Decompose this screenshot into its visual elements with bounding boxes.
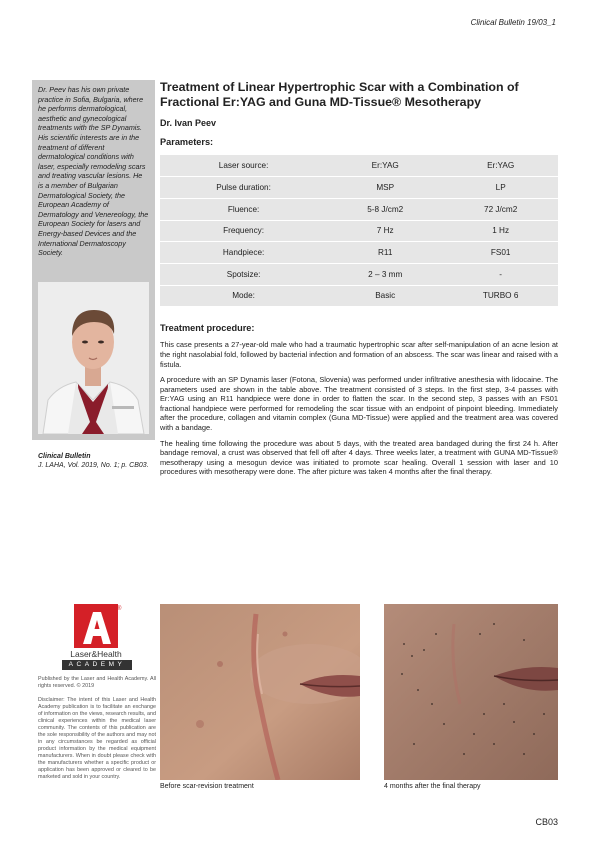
before-photo	[160, 604, 360, 780]
param-value: MSP	[327, 177, 443, 199]
logo-mark-icon	[72, 604, 122, 648]
param-label: Frequency:	[160, 220, 327, 242]
parameters-table	[160, 155, 558, 307]
author-bio: Dr. Peev has his own private practice in Sofia, Bulgaria, where he performs dermatological, aesthetic and gynecological treatments with the SP Dynamis. His scientific interests are in the treatment of different dermatological conditions with laser, especially remodeling scars and treating vascular lesions. He is a member of Bulgarian Dermatological Society, the European Academy of Dermatology and Venereology, the European Society for lasers and Energy-based Devices and the International Dermatoscopy Society.	[38, 85, 149, 258]
page-code: CB03	[535, 817, 558, 827]
table-row	[160, 177, 558, 199]
param-label: Fluence:	[160, 198, 327, 220]
param-value: TURBO 6	[443, 285, 558, 307]
table-row	[160, 242, 558, 264]
article-author: Dr. Ivan Peev	[160, 118, 217, 128]
table-row	[160, 220, 558, 242]
param-value: 5-8 J/cm2	[327, 198, 443, 220]
table-row	[160, 198, 558, 220]
citation	[38, 453, 158, 469]
param-value: 7 Hz	[327, 220, 443, 242]
param-value: Er:YAG	[327, 155, 443, 177]
parameters-heading: Parameters:	[160, 137, 214, 147]
param-value: Basic	[327, 285, 443, 307]
param-value: 72 J/cm2	[443, 198, 558, 220]
body-paragraph: The healing time following the procedure was about 5 days, with the treated area bandaged during the first 24 h. After bandage removal, a crust was observed that fell off after 4 days. Three weeks later, a treatment with GUNA MD-Tissue® mesotherapy using a mesogun device was initiated to promote scar healing. Overall 1 session with laser and 10 procedures with mesotherapy were done. The after picture was taken 4 months after the final therapy.	[160, 438, 558, 477]
after-caption: 4 months after the final therapy	[384, 783, 481, 790]
param-label: Laser source:	[160, 155, 327, 177]
disclaimer: Disclaimer: The intent of this Laser and Health Academy publication is to facilitate an exchange of information on the views, research results, and clinical experiences within the medical laser community. The contents of this publication are the sole responsibility of the authors and may not in any circumstances be regarded as official product information by the medical equipment manufacturers. When in doubt please check with the manufacturers whether a specific product or application has been approved or cleared to be marketed and sold in your country.	[38, 697, 156, 780]
table-row	[160, 155, 558, 177]
procedure-heading: Treatment procedure:	[160, 323, 255, 334]
param-value: Er:YAG	[443, 155, 558, 177]
table-row	[160, 263, 558, 285]
logo-name: Laser&Health	[70, 649, 122, 659]
param-value: -	[443, 263, 558, 285]
body-paragraph: A procedure with an SP Dynamis laser (Fotona, Slovenia) was performed under infiltrative anesthesia with lidocaine. The parameters used are shown in the table above. The treatment consisted of 3 steps. In the first step, 3-4 passes with Er:YAG using an R11 handpiece were done in order to flatten the scar. In the second step, 3 passes with an FS01 fractional handpiece were performed for remodeling the scar tissue with an endpoint of pinpoint bleeding. Immediately after the procedure, collagen and vitamin complex (Guna MD-Tissue) were applied and the treatment area was covered with a bandage.	[160, 375, 558, 433]
author-bio-box	[32, 80, 155, 440]
param-label: Handpiece:	[160, 242, 327, 264]
param-value: 2 – 3 mm	[327, 263, 443, 285]
laser-health-academy-logo	[56, 604, 136, 672]
param-value: LP	[443, 177, 558, 199]
before-caption: Before scar-revision treatment	[160, 783, 254, 790]
param-value: 1 Hz	[443, 220, 558, 242]
param-label: Mode:	[160, 285, 327, 307]
param-value: R11	[327, 242, 443, 264]
param-value: FS01	[443, 242, 558, 264]
body-paragraph: This case presents a 27-year-old male who had a traumatic hypertrophic scar after self-manipulation of an acne lesion at the right nasolabial fold, followed by bacterial infection and formation of an abscess. The scar was linear and raised with a fistula.	[160, 340, 558, 369]
logo-academy: ACADEMY	[62, 660, 132, 670]
article-title: Treatment of Linear Hypertrophic Scar with a Combination of Fractional Er:YAG and Guna MD-Tissue® Mesotherapy	[160, 80, 519, 109]
param-label: Spotsize:	[160, 263, 327, 285]
citation-reference: J. LAHA, Vol. 2019, No. 1; p. CB03.	[38, 462, 149, 469]
table-row	[160, 285, 558, 307]
svg-text:®: ®	[117, 606, 122, 612]
after-photo	[384, 604, 558, 780]
article	[160, 80, 558, 477]
publisher-note: Published by the Laser and Health Academy. All rights reserved. © 2019	[38, 676, 156, 689]
bulletin-code: Clinical Bulletin 19/03_1	[470, 18, 556, 27]
citation-title: Clinical Bulletin	[38, 453, 91, 460]
param-label: Pulse duration:	[160, 177, 327, 199]
author-portrait	[38, 282, 149, 434]
